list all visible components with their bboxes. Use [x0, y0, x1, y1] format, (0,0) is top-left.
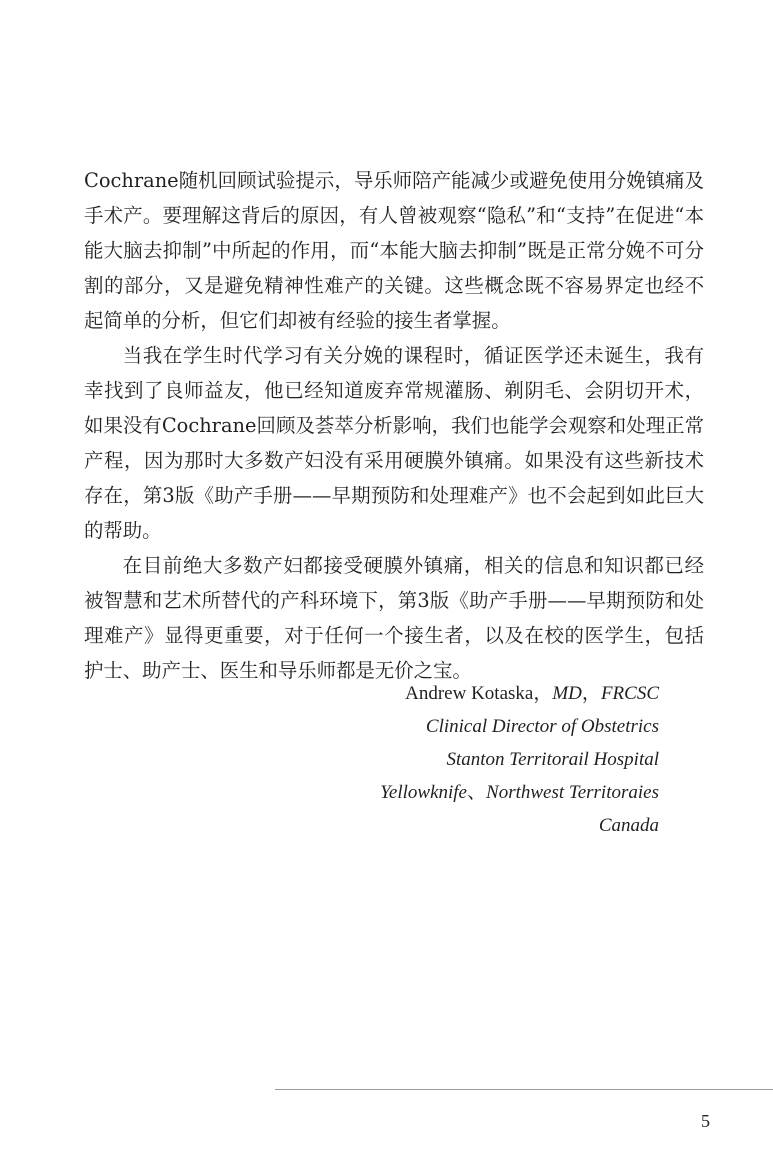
paragraph-2: 当我在学生时代学习有关分娩的课程时，循证医学还未诞生，我有幸找到了良师益友，他已经知道废弃常规灌肠、剃阴毛、会阴切开术，如果没有Cochrane回顾及荟萃分析影响，我们也能学会观察和处理正常产程，因为那时大多数产妇没有采用硬膜外镇痛。如果没有这些新技术存在，第3版《助产手册——早期预防和处理难产》也不会起到如此巨大的帮助。 — [84, 344, 704, 542]
author-degree-frcsc: FRCSC — [600, 683, 659, 704]
paragraph-1: Cochrane随机回顾试验提示，导乐师陪产能减少或避免使用分娩镇痛及手术产。要理解这背后的原因，有人曾被观察“隐私”和“支持”在促进“本能大脑去抑制”中所起的作用，而“本能大脑去抑制”既是正常分娩不可分割的部分，又是避免精神性难产的关键。这些概念既不容易界定也经不起简单的分析，但它们却被有经验的接生者掌握。 — [84, 169, 704, 332]
author-name: Andrew Kotaska — [405, 683, 534, 704]
separator: ， — [581, 683, 601, 704]
signature-hospital-line — [380, 743, 659, 776]
author-hospital: Stanton Territorail Hospital — [446, 749, 659, 770]
paragraph-3: 在目前绝大多数产妇都接受硬膜外镇痛，相关的信息和知识都已经被智慧和艺术所替代的产科环境下，第3版《助产手册——早期预防和处理难产》显得更重要，对于任何一个接生者，以及在校的医学生，包括护士、助产士、医生和导乐师都是无价之宝。 — [84, 554, 704, 682]
author-title: Clinical Director of Obstetrics — [425, 716, 659, 737]
signature-location-line — [380, 776, 659, 809]
signature-block — [380, 677, 659, 842]
footer-divider — [275, 1089, 773, 1090]
separator: ， — [533, 683, 553, 704]
author-region: Northwest Territoraies — [486, 782, 659, 803]
signature-title-line — [380, 710, 659, 743]
foreword-body — [84, 163, 704, 688]
page-number: 5 — [701, 1111, 710, 1131]
separator: 、 — [467, 782, 487, 803]
author-city: Yellowknife — [380, 782, 467, 803]
author-degree-md: MD — [552, 683, 582, 704]
author-country: Canada — [598, 815, 659, 836]
signature-country-line — [380, 809, 659, 842]
signature-name-line — [380, 677, 659, 710]
